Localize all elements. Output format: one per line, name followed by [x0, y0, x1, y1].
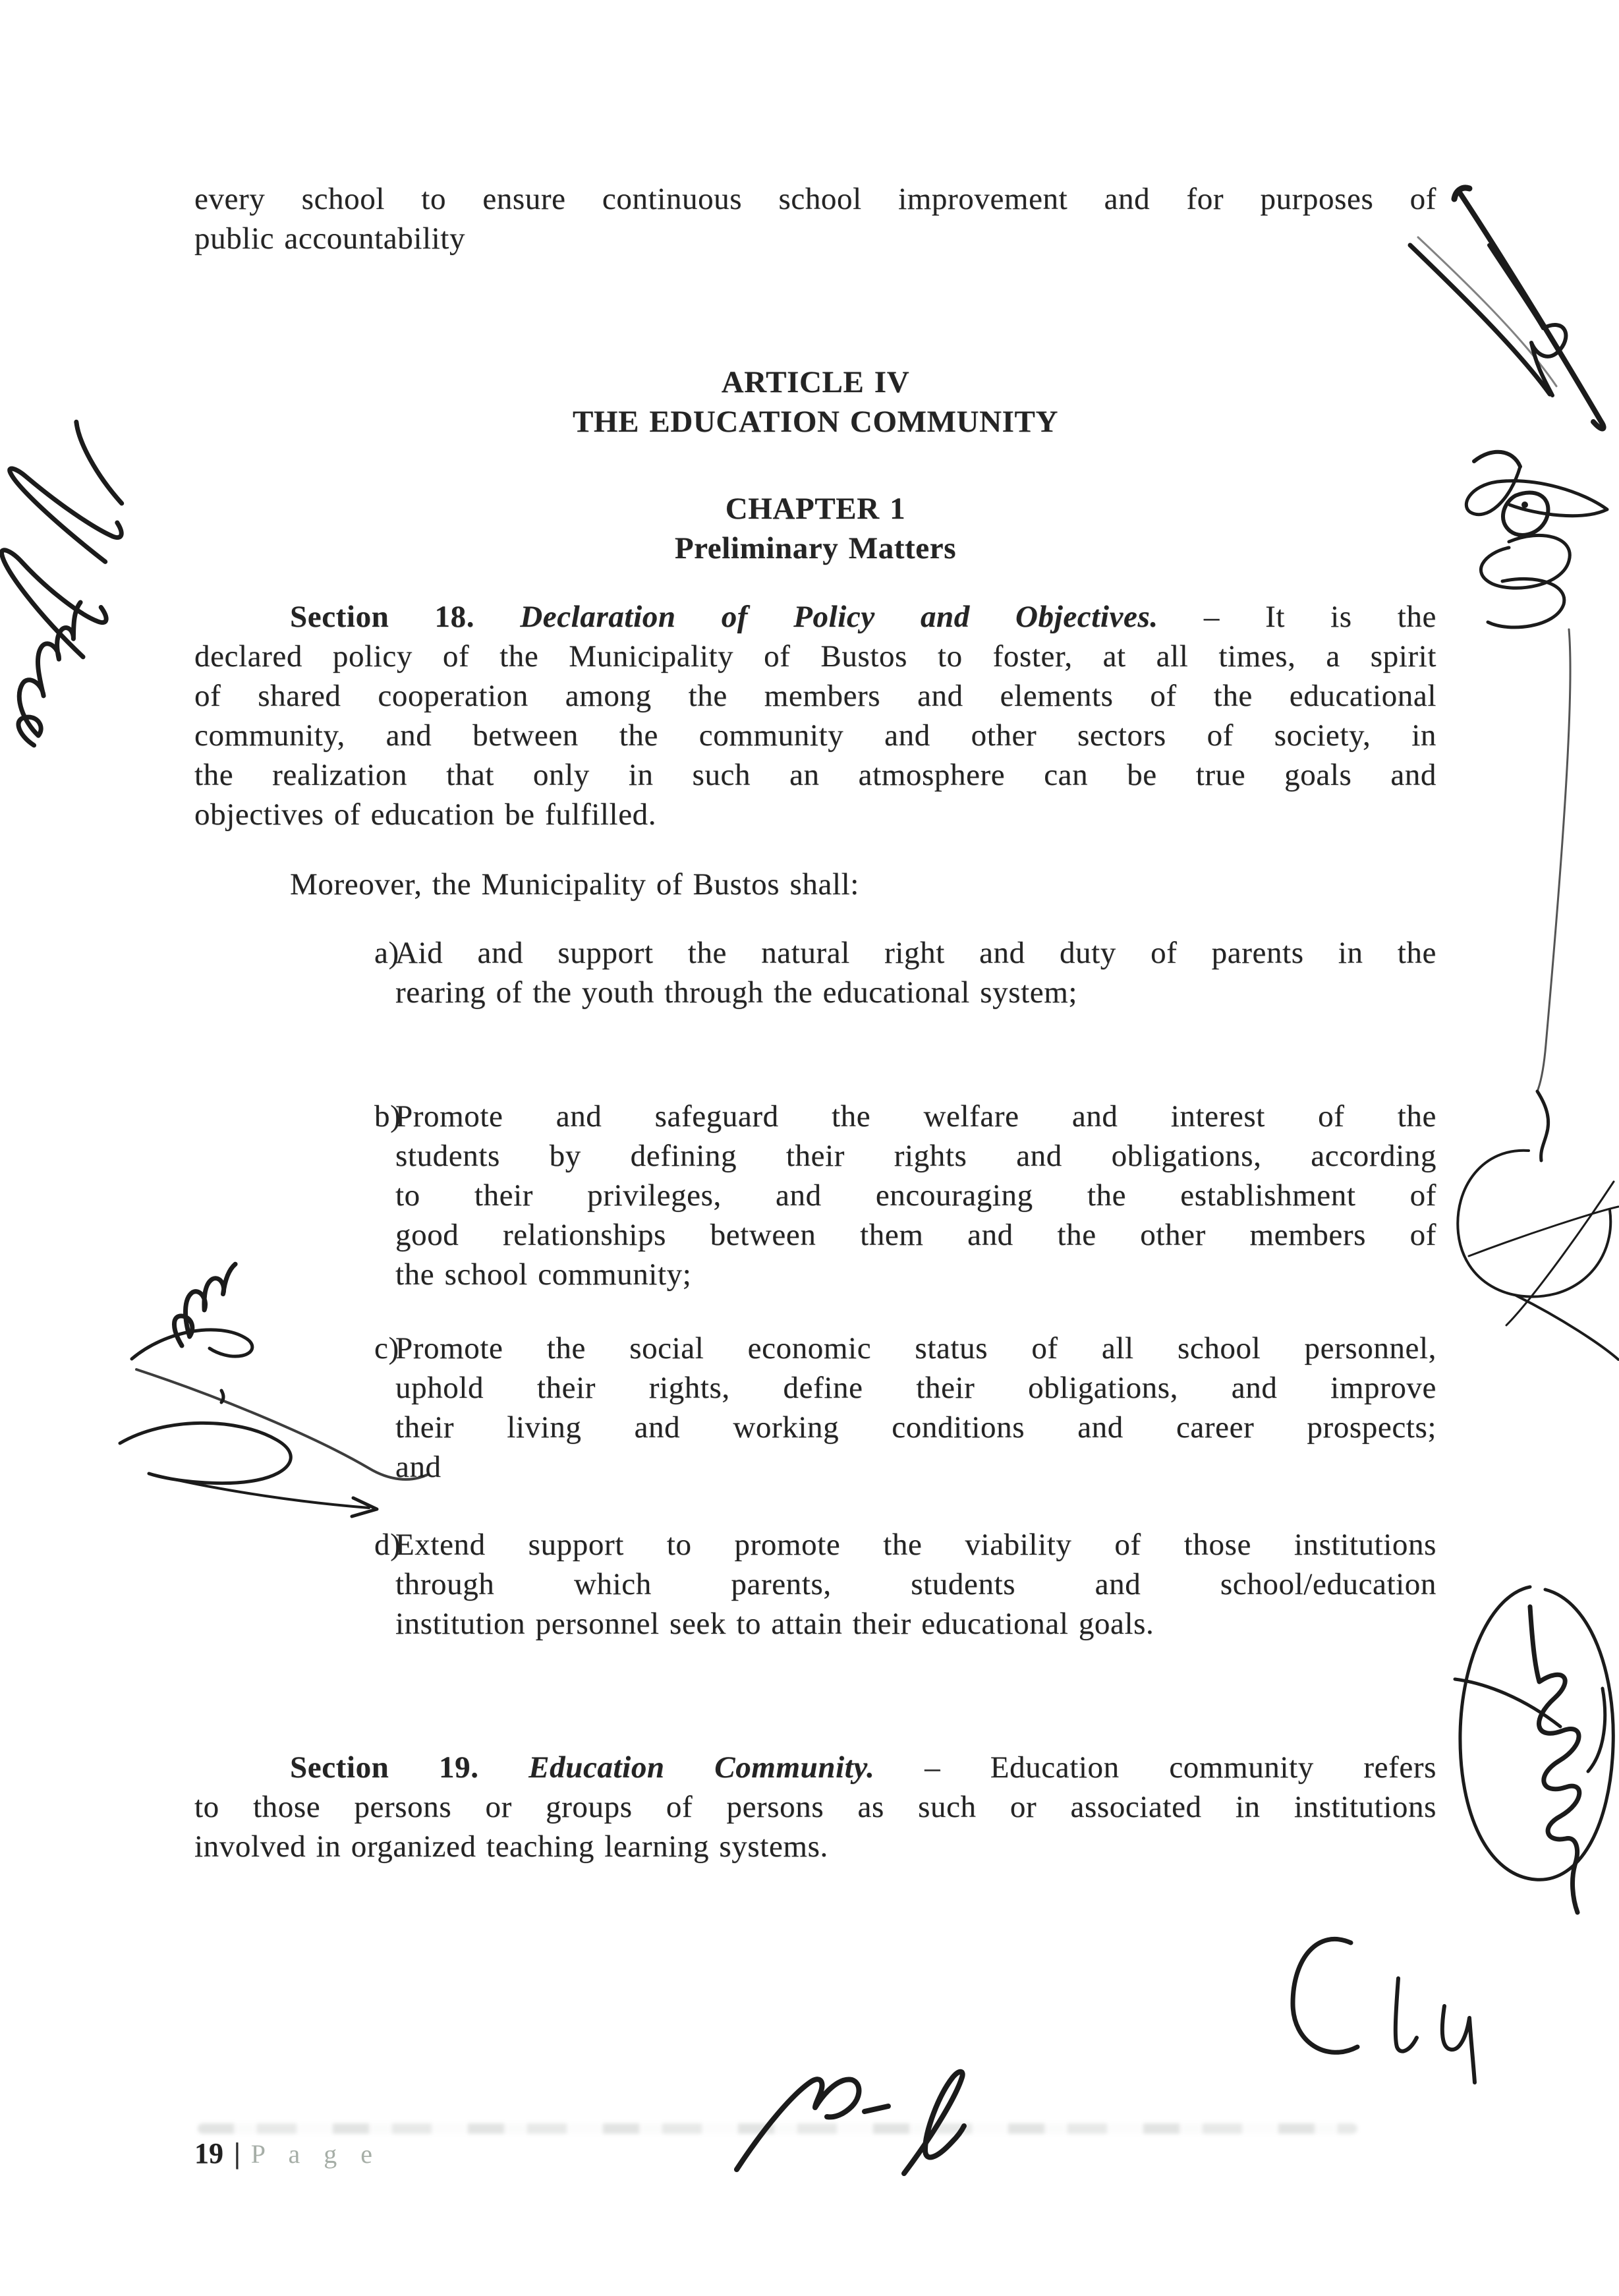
list-item-c-marker: c) — [374, 1331, 399, 1365]
signature-initials-bottom-right-icon — [1293, 1939, 1475, 2082]
section-18-line: declared policy of the Municipality of Bustos to foster, at all times, a spirit — [194, 639, 1436, 674]
list-item-a-marker: a) — [374, 936, 399, 970]
list-item-b — [374, 1097, 1436, 1294]
moreover-paragraph — [194, 865, 1436, 904]
list-item-line: the school community; — [395, 1257, 692, 1292]
section-18-line: community, and between the community and other sectors of society, in — [194, 718, 1436, 753]
list-item-line: their living and working conditions and career prospects; — [395, 1410, 1436, 1445]
article-heading-block — [194, 362, 1436, 442]
list-item-line: Promote the social economic status of all school personnel, — [395, 1331, 1436, 1365]
section-18-lead-line — [194, 597, 1436, 637]
intro-line: every school to ensure continuous school improvement and for purposes of — [194, 182, 1436, 216]
section-19-number: Section 19. — [290, 1750, 529, 1785]
article-title: THE EDUCATION COMMUNITY — [572, 405, 1058, 439]
list-item-b-marker: b) — [374, 1099, 401, 1134]
section-19-line: involved in organized teaching learning systems. — [194, 1829, 828, 1864]
list-item-line: uphold their rights, define their obligations, and improve — [395, 1371, 1436, 1405]
signature-right-margin-icon — [1458, 452, 1618, 1360]
intro-paragraph — [194, 179, 1436, 258]
section-18-line: the realization that only in such an atmosphere can be true goals and — [194, 758, 1436, 792]
intro-line: public accountability — [194, 221, 466, 256]
list-item-line: Aid and support the natural right and duty of parents in the — [395, 936, 1436, 970]
section-18-title: Declaration of Policy and Objectives. — [520, 600, 1158, 634]
section-18-lead-rest: – It is the — [1158, 600, 1436, 634]
list-item-line: institution personnel seek to attain their educational goals. — [395, 1607, 1154, 1641]
section-19-line: to those persons or groups of persons as such or associated in institutions — [194, 1790, 1436, 1824]
page-footer — [194, 2134, 381, 2174]
section-18-number: Section 18. — [290, 600, 521, 634]
list-item-line: Extend support to promote the viability of those institutions — [395, 1528, 1436, 1562]
list-item-line: good relationships between them and the other members of — [395, 1218, 1436, 1252]
signature-initials-bottom-center-icon — [737, 2072, 964, 2173]
section-19-lead-rest: – Education community refers — [874, 1750, 1436, 1785]
section-19-lead-line — [194, 1748, 1436, 1787]
chapter-title: Preliminary Matters — [674, 531, 957, 565]
chapter-heading: CHAPTER 1 — [725, 492, 906, 526]
list-item-line: through which parents, students and school/education — [395, 1567, 1436, 1601]
page-number: 19 — [194, 2137, 223, 2169]
document-text-block — [194, 179, 1436, 1866]
section-18-line: objectives of education be fulfilled. — [194, 797, 657, 832]
list-item-line: to their privileges, and encouraging the establishment of — [395, 1178, 1436, 1213]
list-item-c-body — [395, 1329, 1436, 1487]
list-item-a — [374, 933, 1436, 1012]
list-item-d-marker: d) — [374, 1528, 401, 1562]
signature-top-right-icon — [1410, 188, 1604, 429]
article-heading: ARTICLE IV — [721, 365, 910, 399]
section-19-paragraph — [194, 1748, 1436, 1866]
footer-separator: | — [234, 2137, 241, 2169]
section-18-line: of shared cooperation among the members and elements of the educational — [194, 679, 1436, 713]
bleedthrough-artifact — [198, 2123, 1357, 2134]
list-item-line: Promote and safeguard the welfare and interest of the — [395, 1099, 1436, 1134]
list-item-line: rearing of the youth through the educational system; — [395, 975, 1078, 1010]
list-item-line: and — [395, 1450, 441, 1484]
signature-oval-stamp-icon — [1455, 1587, 1613, 1912]
footer-page-word: P a g e — [250, 2139, 381, 2169]
list-item-b-body — [395, 1097, 1436, 1294]
section-18-paragraph — [194, 597, 1436, 834]
list-item-line: students by defining their rights and obligations, according — [395, 1139, 1436, 1173]
list-item-a-body — [395, 933, 1436, 1012]
signature-left-margin-icon — [0, 407, 159, 755]
section-19-title: Education Community. — [528, 1750, 875, 1785]
chapter-heading-block — [194, 489, 1436, 568]
list-item-d-body — [395, 1525, 1436, 1644]
list-item-d — [374, 1525, 1436, 1644]
list-item-c — [374, 1329, 1436, 1487]
moreover-line: Moreover, the Municipality of Bustos shall: — [290, 867, 859, 902]
